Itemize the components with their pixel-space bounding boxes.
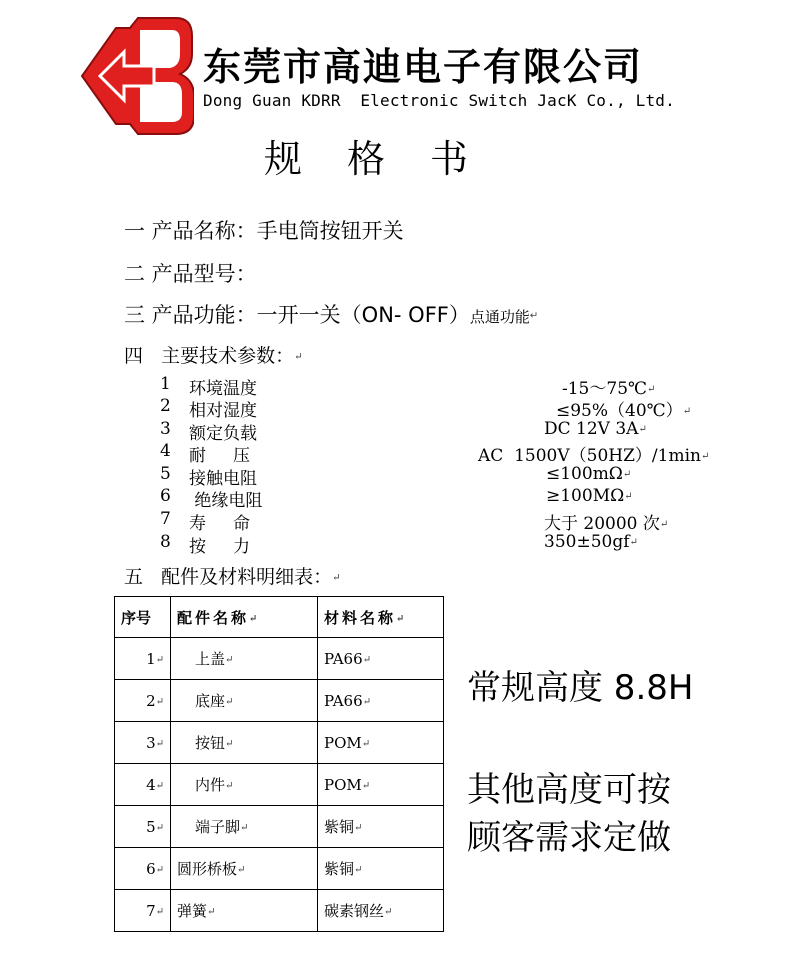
table-row: [115, 806, 444, 848]
cell-no: 6↵: [115, 848, 171, 890]
cell-part: 按钮↵: [171, 722, 318, 764]
param-num: 6: [160, 486, 171, 506]
cell-material: POM↵: [318, 722, 444, 764]
section-materials-label: 五 配件及材料明细表：: [124, 566, 333, 588]
cell-part: 底座↵: [171, 680, 318, 722]
company-logo: [72, 10, 194, 140]
document-title: 规格书: [264, 137, 514, 181]
cell-part: 端子脚↵: [171, 806, 318, 848]
cell-no: 2↵: [115, 680, 171, 722]
table-row: [115, 638, 444, 680]
param-num: 2: [160, 396, 171, 416]
paragraph-mark-icon: ↵: [332, 572, 341, 584]
table-row: [115, 764, 444, 806]
param-row: [160, 464, 720, 489]
section-materials: [124, 562, 341, 589]
param-name: 寿 命: [189, 514, 251, 534]
company-name-en: Dong Guan KDRR Electronic Switch JacK Co., Ltd.: [203, 91, 675, 110]
param-name: 绝缘电阻: [189, 491, 263, 511]
param-row: [160, 396, 720, 421]
param-row: [160, 374, 720, 399]
param-row: [160, 532, 720, 557]
cell-no: 3↵: [115, 722, 171, 764]
param-num: 7: [160, 509, 171, 529]
header-part: 配件名称↵: [171, 597, 318, 638]
cell-no: 5↵: [115, 806, 171, 848]
section-function-label: 三 产品功能：一开一关（ON- OFF）: [124, 303, 470, 327]
param-row: [160, 509, 720, 534]
param-num: 5: [160, 464, 171, 484]
param-value: 大于 20000 次↵: [544, 514, 669, 534]
cell-material: 碳素钢丝↵: [318, 890, 444, 932]
cell-material: PA66↵: [318, 680, 444, 722]
param-num: 8: [160, 532, 171, 552]
cell-part: 圆形桥板↵: [171, 848, 318, 890]
table-header-row: [115, 597, 444, 638]
cell-material: POM↵: [318, 764, 444, 806]
cell-part: 上盖↵: [171, 638, 318, 680]
custom-note-line2: 顾客需求定做: [467, 818, 671, 858]
param-row: [160, 419, 720, 444]
param-name: 按 力: [189, 537, 251, 557]
materials-table: [114, 596, 444, 932]
section-product-name: 一 产品名称：手电筒按钮开关: [124, 219, 404, 243]
custom-note-line1: 其他高度可按: [467, 770, 671, 810]
param-value: 350±50gf↵: [544, 532, 638, 552]
param-row: [160, 441, 720, 466]
param-num: 4: [160, 441, 171, 461]
param-name: 接触电阻: [189, 469, 257, 489]
section-product-function: [124, 299, 538, 329]
section-tech-params-label: 四 主要技术参数：: [124, 345, 295, 367]
paragraph-mark-icon: ↵: [529, 310, 539, 322]
param-num: 1: [160, 374, 171, 394]
cell-no: 4↵: [115, 764, 171, 806]
company-name-cn: 东莞市高迪电子有限公司: [203, 45, 644, 89]
param-value: ≥100MΩ↵: [546, 486, 633, 506]
table-row: [115, 680, 444, 722]
param-value: DC 12V 3A↵: [544, 419, 647, 439]
header-material: 材料名称↵: [318, 597, 444, 638]
cell-part: 内件↵: [171, 764, 318, 806]
section-product-model: 二 产品型号：: [124, 262, 257, 286]
param-name: 额定负载: [189, 424, 257, 444]
param-value: AC 1500V（50HZ）/1min↵: [478, 446, 710, 466]
paragraph-mark-icon: ↵: [294, 351, 303, 363]
param-num: 3: [160, 419, 171, 439]
table-row: [115, 890, 444, 932]
table-row: [115, 722, 444, 764]
cell-part: 弹簧↵: [171, 890, 318, 932]
cell-no: 1↵: [115, 638, 171, 680]
section-tech-params: [124, 341, 303, 368]
param-value: -15～75℃↵: [562, 379, 656, 399]
cell-material: 紫铜↵: [318, 848, 444, 890]
param-name: 相对湿度: [189, 401, 257, 421]
cell-material: 紫铜↵: [318, 806, 444, 848]
table-row: [115, 848, 444, 890]
cell-no: 7↵: [115, 890, 171, 932]
header-no: 序号: [115, 597, 171, 638]
param-value: ≤100mΩ↵: [546, 464, 632, 484]
param-name: 环境温度: [189, 379, 257, 399]
param-value: ≤95%（40℃）↵: [556, 401, 692, 421]
param-name: 耐 压: [189, 446, 251, 466]
section-function-suffix: 点通功能: [469, 308, 530, 326]
param-row: [160, 486, 720, 511]
cell-material: PA66↵: [318, 638, 444, 680]
height-note: 常规高度 8.8H: [467, 668, 694, 708]
